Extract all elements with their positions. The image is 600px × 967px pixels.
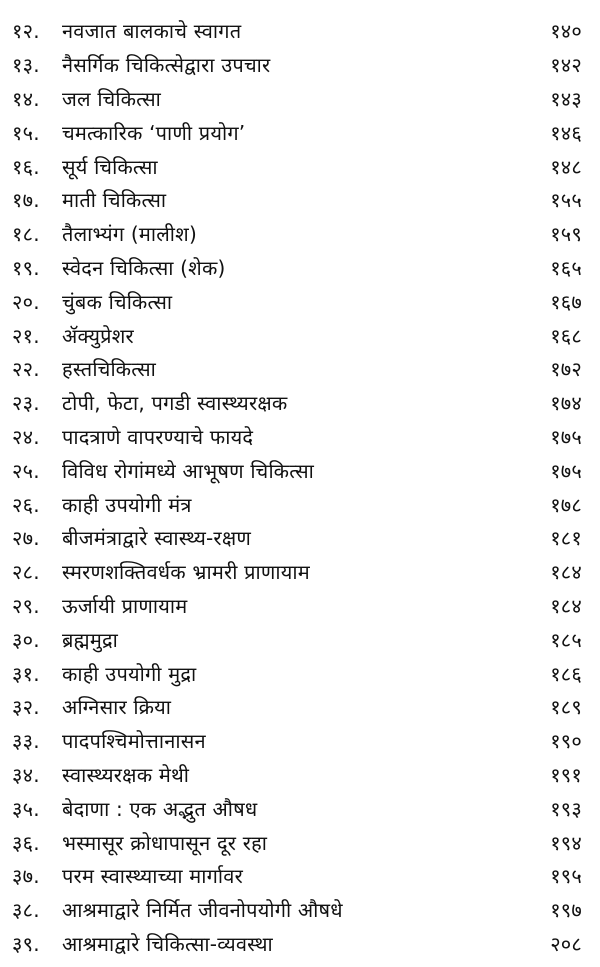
- entry-title: नवजात बालकाचे स्वागत: [62, 19, 242, 44]
- entry-number: १२.: [12, 19, 40, 44]
- toc-entry: [0, 420, 600, 454]
- toc-entry: [0, 48, 600, 82]
- toc-entry: [0, 453, 600, 487]
- entry-title: ॲक्युप्रेशर: [62, 323, 134, 348]
- entry-number: ३७.: [12, 864, 40, 889]
- toc-entry: [0, 82, 600, 116]
- entry-page-number: १५५: [550, 188, 582, 213]
- entry-title: बेदाणा : एक अद्भुत औषध: [62, 796, 258, 821]
- entry-number: १४.: [12, 86, 40, 111]
- entry-title: ब्रह्ममुद्रा: [62, 627, 118, 652]
- entry-page-number: १४०: [550, 19, 582, 44]
- entry-number: ३१.: [12, 661, 40, 686]
- toc-entry: [0, 589, 600, 623]
- toc-entry: [0, 149, 600, 183]
- entry-number: २९.: [12, 593, 40, 618]
- entry-title: अग्निसार क्रिया: [62, 695, 172, 720]
- entry-title: सूर्य चिकित्सा: [62, 154, 158, 179]
- toc-entry: [0, 656, 600, 690]
- entry-number: २१.: [12, 323, 40, 348]
- entry-title: स्मरणशक्तिवर्धक भ्रामरी प्राणायाम: [62, 560, 310, 585]
- entry-page-number: १६५: [550, 255, 582, 280]
- entry-number: ३०.: [12, 627, 40, 652]
- entry-page-number: १६८: [550, 323, 582, 348]
- entry-page-number: १७४: [550, 391, 582, 416]
- toc-entry: [0, 622, 600, 656]
- entry-title: चमत्कारिक ‘पाणी प्रयोग’: [62, 120, 246, 145]
- toc-entry: [0, 927, 600, 961]
- toc-entry: [0, 183, 600, 217]
- entry-page-number: १६७: [550, 289, 582, 314]
- entry-page-number: १८९: [550, 695, 582, 720]
- entry-title: पादत्राणे वापरण्याचे फायदे: [62, 424, 254, 449]
- toc-entry: [0, 386, 600, 420]
- toc-entry: [0, 217, 600, 251]
- toc-entry: [0, 318, 600, 352]
- entry-title: हस्तचिकित्सा: [62, 357, 157, 382]
- entry-title: तैलाभ्यंग (मालीश): [62, 222, 197, 247]
- entry-title: माती चिकित्सा: [62, 188, 167, 213]
- entry-number: ३४.: [12, 762, 40, 787]
- entry-number: ३८.: [12, 898, 40, 923]
- entry-page-number: १७२: [550, 357, 582, 382]
- entry-page-number: १८५: [550, 627, 582, 652]
- entry-title: आश्रमाद्वारे निर्मित जीवनोपयोगी औषधे: [62, 898, 343, 923]
- entry-number: २५.: [12, 458, 40, 483]
- entry-number: २३.: [12, 391, 40, 416]
- entry-title: पादपश्चिमोत्तानासन: [62, 729, 206, 754]
- entry-page-number: १८४: [550, 560, 582, 585]
- entry-number: २६.: [12, 492, 40, 517]
- entry-number: १३.: [12, 53, 40, 78]
- entry-page-number: १८४: [550, 593, 582, 618]
- entry-number: २७.: [12, 526, 40, 551]
- entry-page-number: १४६: [550, 120, 582, 145]
- entry-number: ३९.: [12, 931, 40, 956]
- entry-page-number: १७८: [550, 492, 582, 517]
- entry-page-number: १४३: [550, 86, 582, 111]
- toc-entry: [0, 825, 600, 859]
- toc-entry: [0, 115, 600, 149]
- entry-title: काही उपयोगी मंत्र: [62, 492, 192, 517]
- entry-number: ३३.: [12, 729, 40, 754]
- toc-entry: [0, 690, 600, 724]
- entry-page-number: १४८: [550, 154, 582, 179]
- entry-title: बीजमंत्राद्वारे स्वास्थ्य-रक्षण: [62, 526, 252, 551]
- entry-page-number: १५९: [550, 222, 582, 247]
- entry-title: चुंबक चिकित्सा: [62, 289, 173, 314]
- toc-entry: [0, 893, 600, 927]
- toc-entry: [0, 724, 600, 758]
- entry-number: ३२.: [12, 695, 40, 720]
- entry-title: भस्मासूर क्रोधापासून दूर रहा: [62, 830, 268, 855]
- entry-number: ३५.: [12, 796, 40, 821]
- entry-number: ३६.: [12, 830, 40, 855]
- toc-entry: [0, 14, 600, 48]
- entry-title: काही उपयोगी मुद्रा: [62, 661, 197, 686]
- entry-page-number: १७५: [550, 424, 582, 449]
- entry-title: ऊर्जायी प्राणायाम: [62, 593, 188, 618]
- entry-title: आश्रमाद्वारे चिकित्सा-व्यवस्था: [62, 931, 273, 956]
- toc-entry: [0, 555, 600, 589]
- entry-number: २४.: [12, 424, 40, 449]
- entry-page-number: २०८: [550, 931, 582, 956]
- entry-number: १७.: [12, 188, 40, 213]
- entry-page-number: १९७: [550, 898, 582, 923]
- entry-title: स्वेदन चिकित्सा (शेक): [62, 255, 226, 280]
- entry-page-number: १७५: [550, 458, 582, 483]
- entry-number: २०.: [12, 289, 40, 314]
- toc-entry: [0, 859, 600, 893]
- toc-entry: [0, 487, 600, 521]
- entry-number: १८.: [12, 222, 40, 247]
- entry-page-number: १८६: [550, 661, 582, 686]
- entry-number: १५.: [12, 120, 40, 145]
- entry-page-number: १९५: [550, 864, 582, 889]
- entry-page-number: १९४: [550, 830, 582, 855]
- entry-number: २२.: [12, 357, 40, 382]
- entry-title: विविध रोगांमध्ये आभूषण चिकित्सा: [62, 458, 315, 483]
- entry-title: नैसर्गिक चिकित्सेद्वारा उपचार: [62, 53, 271, 78]
- entry-page-number: १९१: [550, 762, 582, 787]
- entry-title: जल चिकित्सा: [62, 86, 161, 111]
- toc-entry: [0, 284, 600, 318]
- toc-entry: [0, 352, 600, 386]
- entry-number: २८.: [12, 560, 40, 585]
- toc-entry: [0, 791, 600, 825]
- entry-number: १९.: [12, 255, 40, 280]
- entry-title: स्वास्थ्यरक्षक मेथी: [62, 762, 190, 787]
- entry-page-number: १९३: [550, 796, 582, 821]
- toc-entry: [0, 521, 600, 555]
- toc-entry: [0, 758, 600, 792]
- entry-page-number: १४२: [550, 53, 582, 78]
- entry-title: परम स्वास्थ्याच्या मार्गावर: [62, 864, 243, 889]
- entry-page-number: १९०: [550, 729, 582, 754]
- entry-page-number: १८१: [550, 526, 582, 551]
- table-of-contents: [0, 14, 600, 960]
- toc-entry: [0, 251, 600, 285]
- entry-title: टोपी, फेटा, पगडी स्वास्थ्यरक्षक: [62, 391, 288, 416]
- entry-number: १६.: [12, 154, 40, 179]
